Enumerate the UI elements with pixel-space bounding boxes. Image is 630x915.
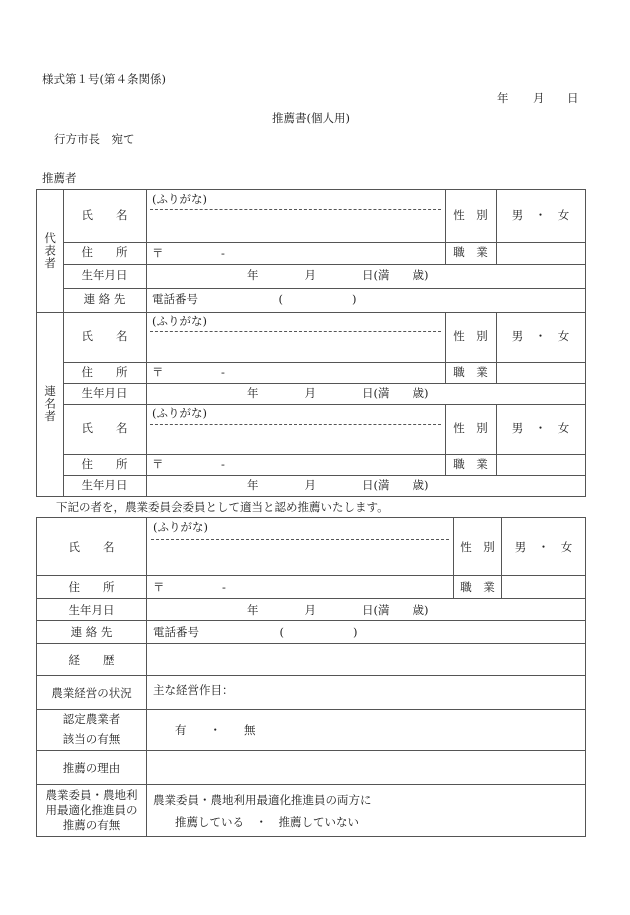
candidate-gender-options[interactable]: 男 ・ 女	[502, 518, 586, 576]
cosigner2-postal-code[interactable]: 〒 -	[152, 457, 225, 471]
cosigner1-address-label: 住 所	[81, 364, 128, 379]
candidate-address-label: 住 所	[37, 576, 147, 599]
cosigner1-birthdate-label: 生年月日	[81, 385, 128, 400]
cosigner1-gender-options[interactable]: 男 ・ 女	[511, 329, 570, 344]
cosigner1-furigana-label: (ふりがな)	[152, 314, 207, 328]
candidate-contact-label: 連 絡 先	[37, 621, 147, 644]
document-title: 推薦書(個人用)	[272, 111, 350, 125]
cosigner1-gender-label: 性 別	[453, 329, 488, 344]
dual-recommendation-options[interactable]: 推薦している ・ 推薦していない	[175, 814, 359, 829]
rep-birthdate-value[interactable]: 年 月 日(満 歳)	[247, 268, 429, 282]
cosigner1-birthdate-value[interactable]: 年 月 日(満 歳)	[247, 386, 429, 400]
group-cosigner: 連名者	[43, 385, 58, 423]
candidate-birthdate-value[interactable]: 年 月 日(満 歳)	[147, 599, 586, 621]
rep-phone-number[interactable]: 電話番号 ( )	[152, 292, 357, 306]
main-crops-label[interactable]: 主な経営作目：	[147, 676, 586, 710]
candidate-phone-number[interactable]: 電話番号 ( )	[147, 621, 586, 644]
rep-postal-code[interactable]: 〒 -	[152, 246, 225, 260]
date-month-label: 月	[533, 91, 545, 105]
cosigner2-birthdate-label: 生年月日	[81, 477, 128, 492]
candidate-furigana-label: (ふりがな)	[153, 520, 208, 534]
cosigner1-occupation-label: 職 業	[453, 364, 488, 379]
candidate-career-field[interactable]	[147, 644, 586, 676]
candidate-name-field[interactable]	[147, 518, 454, 576]
rep-address-label: 住 所	[81, 245, 128, 260]
date-day-label: 日	[567, 91, 579, 105]
cosigner2-gender-options[interactable]: 男 ・ 女	[511, 421, 570, 436]
rep-birthdate-label: 生年月日	[81, 268, 128, 283]
addressee: 行方市長 宛て	[54, 132, 135, 146]
rep-contact-label: 連 絡 先	[83, 292, 126, 307]
cosigner2-address-label: 住 所	[81, 456, 128, 471]
certified-farmer-options[interactable]: 有 ・ 無	[147, 710, 586, 751]
date-year-label: 年	[497, 91, 509, 105]
dual-recommendation-question: 農業委員・農地利用最適化推進員の両方に	[153, 793, 372, 807]
dual-recommendation-label: 農業委員・農地利 用最適化推進員の 推薦の有無	[37, 785, 147, 837]
candidate-gender-label: 性 別	[454, 518, 502, 576]
rep-gender-label: 性 別	[453, 207, 488, 222]
form-number: 様式第１号(第４条関係)	[42, 72, 166, 86]
cosigner2-gender-label: 性 別	[453, 421, 488, 436]
dual-recommendation-field[interactable]	[147, 785, 586, 837]
candidate-occupation-field[interactable]	[502, 576, 586, 599]
rep-gender-options[interactable]: 男 ・ 女	[511, 207, 570, 222]
farming-status-label: 農業経営の状況	[37, 676, 147, 710]
candidate-name-label: 氏 名	[37, 518, 147, 576]
cosigner2-name-label: 氏 名	[81, 421, 128, 436]
recommendation-reason-label: 推薦の理由	[37, 751, 147, 785]
candidate-postal-code[interactable]: 〒 -	[147, 576, 454, 599]
cosigner1-name-label: 氏 名	[81, 329, 128, 344]
rep-occupation-label: 職 業	[453, 245, 488, 260]
rep-furigana-label: (ふりがな)	[152, 192, 207, 206]
recommender-heading: 推薦者	[42, 171, 77, 185]
candidate-birthdate-label: 生年月日	[37, 599, 147, 621]
recommendation-reason-field[interactable]	[147, 751, 586, 785]
cosigner1-postal-code[interactable]: 〒 -	[152, 365, 225, 379]
candidate-table	[36, 517, 586, 837]
cosigner2-birthdate-value[interactable]: 年 月 日(満 歳)	[247, 478, 429, 492]
candidate-occupation-label: 職 業	[454, 576, 502, 599]
recommendation-statement: 下記の者を，農業委員会委員として適当と認め推薦いたします。	[56, 500, 389, 514]
candidate-career-label: 経 歴	[37, 644, 147, 676]
rep-name-label: 氏 名	[81, 207, 128, 222]
cosigner2-furigana-label: (ふりがな)	[152, 406, 207, 420]
group-representative: 代表者	[43, 231, 58, 270]
certified-farmer-label: 認定農業者 該当の有無	[37, 710, 147, 751]
cosigner2-occupation-label: 職 業	[453, 456, 488, 471]
